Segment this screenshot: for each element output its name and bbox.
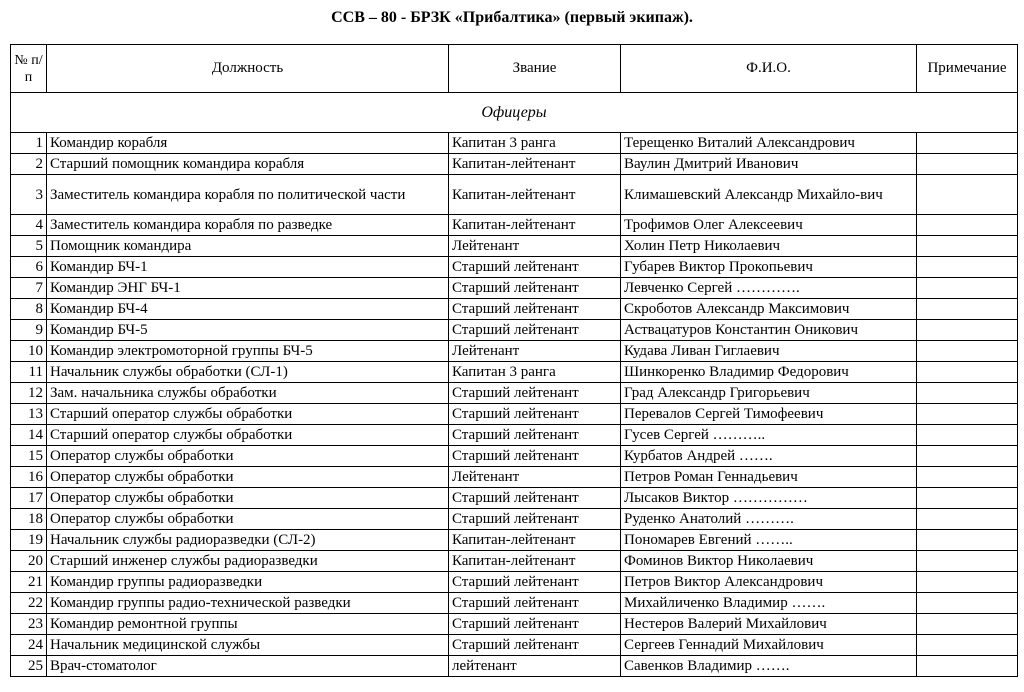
row-number: 23	[11, 614, 47, 635]
row-number: 3	[11, 175, 47, 215]
row-rank: Старший лейтенант	[449, 572, 621, 593]
table-row	[11, 425, 1018, 446]
row-position: Заместитель командира корабля по разведке	[47, 215, 449, 236]
row-position: Оператор службы обработки	[47, 467, 449, 488]
table-row	[11, 362, 1018, 383]
row-name: Губарев Виктор Прокопьевич	[621, 257, 917, 278]
row-rank: Старший лейтенант	[449, 257, 621, 278]
table-row	[11, 257, 1018, 278]
header-position: Должность	[47, 45, 449, 93]
row-position: Командир БЧ-4	[47, 299, 449, 320]
row-rank: Старший лейтенант	[449, 509, 621, 530]
row-position: Командир корабля	[47, 133, 449, 154]
row-rank: Капитан-лейтенант	[449, 530, 621, 551]
row-note	[917, 320, 1018, 341]
row-note	[917, 215, 1018, 236]
row-position: Командир ремонтной группы	[47, 614, 449, 635]
row-rank: Лейтенант	[449, 236, 621, 257]
row-note	[917, 175, 1018, 215]
table-row	[11, 572, 1018, 593]
row-position: Командир ЭНГ БЧ-1	[47, 278, 449, 299]
row-number: 7	[11, 278, 47, 299]
row-number: 4	[11, 215, 47, 236]
row-position: Оператор службы обработки	[47, 509, 449, 530]
table-row	[11, 656, 1018, 677]
row-number: 6	[11, 257, 47, 278]
header-num: № п/п	[11, 45, 47, 93]
row-number: 18	[11, 509, 47, 530]
row-number: 9	[11, 320, 47, 341]
row-rank: Старший лейтенант	[449, 299, 621, 320]
row-name: Петров Роман Геннадьевич	[621, 467, 917, 488]
crew-table	[10, 44, 1018, 677]
row-position: Старший помощник командира корабля	[47, 154, 449, 175]
table-row	[11, 593, 1018, 614]
document-title: ССВ – 80 - БРЗК «Прибалтика» (первый экипаж).	[331, 9, 693, 26]
row-number: 22	[11, 593, 47, 614]
row-note	[917, 425, 1018, 446]
row-number: 14	[11, 425, 47, 446]
row-position: Командир электромоторной группы БЧ-5	[47, 341, 449, 362]
row-position: Начальник службы обработки (СЛ-1)	[47, 362, 449, 383]
row-note	[917, 593, 1018, 614]
table-row	[11, 154, 1018, 175]
table-row	[11, 278, 1018, 299]
row-number: 8	[11, 299, 47, 320]
section-label: Офицеры	[11, 93, 1018, 133]
row-rank: Лейтенант	[449, 341, 621, 362]
row-note	[917, 341, 1018, 362]
row-number: 12	[11, 383, 47, 404]
row-number: 5	[11, 236, 47, 257]
table-row	[11, 509, 1018, 530]
row-name: Климашевский Александр Михайло-вич	[621, 175, 917, 215]
row-position: Старший инженер службы радиоразведки	[47, 551, 449, 572]
table-row	[11, 215, 1018, 236]
row-rank: Старший лейтенант	[449, 614, 621, 635]
header-name: Ф.И.О.	[621, 45, 917, 93]
row-position: Начальник службы радиоразведки (СЛ-2)	[47, 530, 449, 551]
row-note	[917, 551, 1018, 572]
row-rank: Старший лейтенант	[449, 383, 621, 404]
table-row	[11, 467, 1018, 488]
table-row	[11, 446, 1018, 467]
row-position: Командир БЧ-5	[47, 320, 449, 341]
row-rank: Старший лейтенант	[449, 278, 621, 299]
table-row	[11, 530, 1018, 551]
row-note	[917, 509, 1018, 530]
row-name: Сергеев Геннадий Михайлович	[621, 635, 917, 656]
table-row	[11, 404, 1018, 425]
row-note	[917, 236, 1018, 257]
row-note	[917, 635, 1018, 656]
row-name: Левченко Сергей ………….	[621, 278, 917, 299]
table-row	[11, 488, 1018, 509]
row-position: Старший оператор службы обработки	[47, 404, 449, 425]
row-rank: Лейтенант	[449, 467, 621, 488]
row-rank: Капитан-лейтенант	[449, 215, 621, 236]
row-rank: Старший лейтенант	[449, 404, 621, 425]
row-note	[917, 133, 1018, 154]
row-note	[917, 446, 1018, 467]
row-note	[917, 488, 1018, 509]
row-name: Кудава Ливан Гиглаевич	[621, 341, 917, 362]
row-note	[917, 530, 1018, 551]
row-position: Заместитель командира корабля по политической части	[47, 175, 449, 215]
row-number: 21	[11, 572, 47, 593]
row-note	[917, 299, 1018, 320]
row-number: 24	[11, 635, 47, 656]
row-rank: Старший лейтенант	[449, 425, 621, 446]
row-note	[917, 383, 1018, 404]
row-position: Зам. начальника службы обработки	[47, 383, 449, 404]
table-row	[11, 175, 1018, 215]
row-name: Руденко Анатолий ……….	[621, 509, 917, 530]
header-rank: Звание	[449, 45, 621, 93]
row-position: Командир БЧ-1	[47, 257, 449, 278]
row-name: Нестеров Валерий Михайлович	[621, 614, 917, 635]
row-name: Савенков Владимир …….	[621, 656, 917, 677]
table-row	[11, 551, 1018, 572]
row-rank: Старший лейтенант	[449, 593, 621, 614]
row-rank: Капитан 3 ранга	[449, 133, 621, 154]
row-note	[917, 656, 1018, 677]
row-rank: Старший лейтенант	[449, 446, 621, 467]
row-number: 19	[11, 530, 47, 551]
row-name: Гусев Сергей ………..	[621, 425, 917, 446]
row-number: 13	[11, 404, 47, 425]
table-row	[11, 383, 1018, 404]
row-number: 20	[11, 551, 47, 572]
row-rank: Капитан-лейтенант	[449, 175, 621, 215]
row-number: 17	[11, 488, 47, 509]
row-note	[917, 467, 1018, 488]
row-name: Петров Виктор Александрович	[621, 572, 917, 593]
row-name: Ваулин Дмитрий Иванович	[621, 154, 917, 175]
row-name: Фоминов Виктор Николаевич	[621, 551, 917, 572]
row-position: Помощник командира	[47, 236, 449, 257]
row-rank: Капитан 3 ранга	[449, 362, 621, 383]
row-position: Оператор службы обработки	[47, 446, 449, 467]
row-name: Шинкоренко Владимир Федорович	[621, 362, 917, 383]
row-rank: Старший лейтенант	[449, 320, 621, 341]
row-note	[917, 572, 1018, 593]
row-position: Оператор службы обработки	[47, 488, 449, 509]
row-name: Трофимов Олег Алексеевич	[621, 215, 917, 236]
row-number: 16	[11, 467, 47, 488]
row-name: Скроботов Александр Максимович	[621, 299, 917, 320]
row-number: 25	[11, 656, 47, 677]
row-number: 10	[11, 341, 47, 362]
table-row	[11, 635, 1018, 656]
row-position: Врач-стоматолог	[47, 656, 449, 677]
row-name: Михайличенко Владимир …….	[621, 593, 917, 614]
row-rank: лейтенант	[449, 656, 621, 677]
row-rank: Капитан-лейтенант	[449, 551, 621, 572]
section-row	[11, 93, 1018, 133]
row-name: Курбатов Андрей …….	[621, 446, 917, 467]
table-row	[11, 133, 1018, 154]
row-rank: Старший лейтенант	[449, 488, 621, 509]
row-rank: Капитан-лейтенант	[449, 154, 621, 175]
row-note	[917, 154, 1018, 175]
table-row	[11, 236, 1018, 257]
row-note	[917, 257, 1018, 278]
row-number: 1	[11, 133, 47, 154]
table-row	[11, 299, 1018, 320]
row-position: Старший оператор службы обработки	[47, 425, 449, 446]
row-name: Холин Петр Николаевич	[621, 236, 917, 257]
row-name: Терещенко Виталий Александрович	[621, 133, 917, 154]
row-name: Лысаков Виктор ……………	[621, 488, 917, 509]
row-note	[917, 404, 1018, 425]
row-number: 11	[11, 362, 47, 383]
table-header-row	[11, 45, 1018, 93]
table-row	[11, 614, 1018, 635]
row-rank: Старший лейтенант	[449, 635, 621, 656]
row-name: Перевалов Сергей Тимофеевич	[621, 404, 917, 425]
row-note	[917, 614, 1018, 635]
table-row	[11, 341, 1018, 362]
row-note	[917, 362, 1018, 383]
row-position: Командир группы радио-технической разведки	[47, 593, 449, 614]
row-number: 15	[11, 446, 47, 467]
row-name: Пономарев Евгений ……..	[621, 530, 917, 551]
row-number: 2	[11, 154, 47, 175]
row-position: Начальник медицинской службы	[47, 635, 449, 656]
row-note	[917, 278, 1018, 299]
row-name: Град Александр Григорьевич	[621, 383, 917, 404]
header-note: Примечание	[917, 45, 1018, 93]
table-row	[11, 320, 1018, 341]
row-name: Аствацатуров Константин Оникович	[621, 320, 917, 341]
row-position: Командир группы радиоразведки	[47, 572, 449, 593]
